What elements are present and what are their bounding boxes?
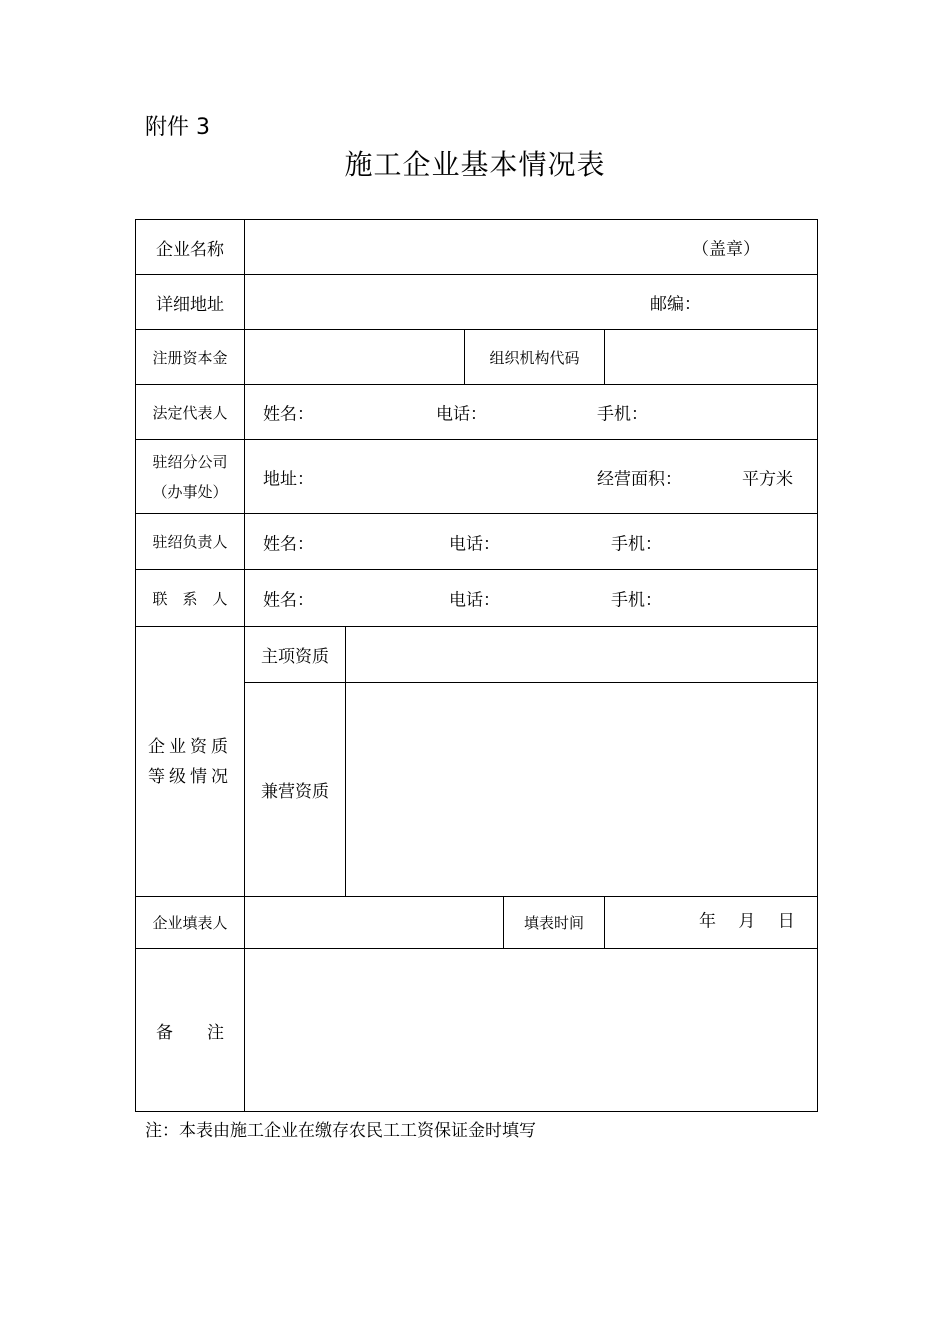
capital-field[interactable] xyxy=(245,330,465,385)
row-contact xyxy=(136,570,818,627)
main-qualification-label: 主项资质 xyxy=(245,627,346,683)
page-title: 施工企业基本情况表 xyxy=(344,148,606,181)
legal-rep-phone-label: 电话： xyxy=(436,404,487,425)
contact-phone-label: 电话： xyxy=(449,590,500,611)
branch-address-label: 地址： xyxy=(263,469,314,489)
legal-rep-name-label: 姓名： xyxy=(263,404,314,425)
branch-label-line2: （办事处） xyxy=(152,482,228,501)
qualification-label-line2: 等级情况 xyxy=(148,766,232,787)
row-legal-rep xyxy=(136,385,818,440)
seal-hint: （盖章） xyxy=(692,239,760,260)
branch-label-line1: 驻绍分公司 xyxy=(152,452,228,471)
branch-label xyxy=(136,440,245,514)
contact-mobile-label: 手机： xyxy=(611,590,662,611)
legal-rep-mobile-label: 手机： xyxy=(597,404,648,425)
filler-label: 企业填表人 xyxy=(136,897,245,949)
branch-area-label: 经营面积： xyxy=(597,469,682,489)
row-main-qualification xyxy=(136,627,818,683)
filler-field[interactable] xyxy=(245,897,504,949)
local-head-label: 驻绍负责人 xyxy=(136,514,245,570)
sub-qualification-label: 兼营资质 xyxy=(245,683,346,897)
address-label: 详细地址 xyxy=(136,275,245,330)
local-head-mobile-label: 手机： xyxy=(611,534,662,554)
row-company-name xyxy=(136,220,818,275)
row-address xyxy=(136,275,818,330)
fill-time-field[interactable] xyxy=(605,897,818,949)
local-head-phone-label: 电话： xyxy=(449,534,500,554)
local-head-field[interactable] xyxy=(245,514,818,570)
legal-rep-label: 法定代表人 xyxy=(136,385,245,440)
local-head-name-label: 姓名： xyxy=(263,534,314,554)
row-branch xyxy=(136,440,818,514)
capital-label: 注册资本金 xyxy=(136,330,245,385)
footer-note: 注：本表由施工企业在缴存农民工工资保证金时填写 xyxy=(145,1121,536,1141)
org-code-field[interactable] xyxy=(605,330,818,385)
company-name-label: 企业名称 xyxy=(136,220,245,275)
remarks-field[interactable] xyxy=(245,949,818,1112)
main-qualification-field[interactable] xyxy=(346,627,818,683)
contact-label: 联 系 人 xyxy=(136,570,245,627)
org-code-label: 组织机构代码 xyxy=(465,330,605,385)
legal-rep-field[interactable] xyxy=(245,385,818,440)
branch-area-unit: 平方米 xyxy=(742,469,793,489)
row-remarks xyxy=(136,949,818,1112)
qualification-label xyxy=(136,627,245,897)
contact-name-label: 姓名： xyxy=(263,590,314,611)
date-placeholder: 年 月 日 xyxy=(699,911,795,932)
sub-qualification-field[interactable] xyxy=(346,683,818,897)
address-field[interactable] xyxy=(245,275,818,330)
row-filler xyxy=(136,897,818,949)
branch-field[interactable] xyxy=(245,440,818,514)
postcode-label: 邮编： xyxy=(650,294,701,315)
row-capital xyxy=(136,330,818,385)
company-info-table xyxy=(135,219,818,1112)
company-name-field[interactable] xyxy=(245,220,818,275)
row-local-head xyxy=(136,514,818,570)
contact-field[interactable] xyxy=(245,570,818,627)
attachment-number: 附件 3 xyxy=(145,115,210,140)
remarks-label: 备 注 xyxy=(136,949,245,1112)
fill-time-label: 填表时间 xyxy=(504,897,605,949)
qualification-label-line1: 企业资质 xyxy=(148,736,232,757)
